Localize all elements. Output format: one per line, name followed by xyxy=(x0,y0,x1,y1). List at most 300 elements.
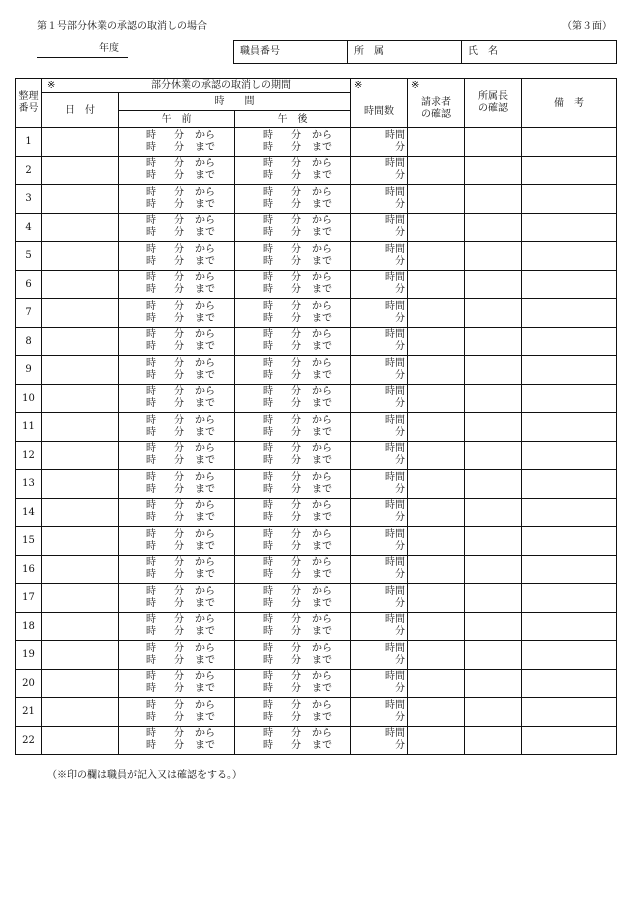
seq-number: 8 xyxy=(16,327,42,356)
affiliation-label: 所 属 xyxy=(354,46,384,57)
pm-time-from-hour: 時 xyxy=(263,414,273,426)
pm-time-from xyxy=(235,671,350,683)
requester-confirm-cell[interactable] xyxy=(408,356,465,385)
seq-number: 2 xyxy=(16,156,42,185)
pm-time-to-hour: 時 xyxy=(263,597,273,609)
requester-header xyxy=(408,79,465,128)
pm-time-from xyxy=(235,244,350,256)
date-cell[interactable] xyxy=(42,128,119,157)
pm-time-to-minute: 分 xyxy=(291,512,301,524)
hours-cell[interactable] xyxy=(351,185,408,214)
pm-header: 午 後 xyxy=(235,111,351,128)
pm-time-to-minute: 分 xyxy=(291,740,301,752)
pm-time-cell[interactable] xyxy=(235,413,351,442)
pm-time-cell[interactable] xyxy=(235,156,351,185)
am-time-to-minute: 分 xyxy=(174,255,184,267)
am-time-from-suffix: から xyxy=(195,728,215,740)
chief-confirm-cell[interactable] xyxy=(465,641,522,670)
remarks-cell[interactable] xyxy=(522,299,617,328)
remarks-cell[interactable] xyxy=(522,498,617,527)
date-cell[interactable] xyxy=(42,498,119,527)
pm-time-from-suffix: から xyxy=(312,243,332,255)
requester-confirm-cell[interactable] xyxy=(408,299,465,328)
am-time-from-hour: 時 xyxy=(146,272,156,284)
pm-time-cell[interactable] xyxy=(235,527,351,556)
pm-time-from-minute: 分 xyxy=(291,158,301,170)
date-cell[interactable] xyxy=(42,185,119,214)
chief-confirm-cell[interactable] xyxy=(465,299,522,328)
am-time-to xyxy=(119,284,234,296)
am-time-from-minute: 分 xyxy=(174,129,184,141)
chief-confirm-cell[interactable] xyxy=(465,698,522,727)
pm-time-to-suffix: まで xyxy=(312,569,332,581)
pm-time-to xyxy=(235,199,350,211)
requester-confirm-cell[interactable] xyxy=(408,470,465,499)
am-time-to-suffix: まで xyxy=(195,626,215,638)
pm-time-from-minute: 分 xyxy=(291,272,301,284)
am-time-from-suffix: から xyxy=(195,699,215,711)
fiscal-year-label: 年度 xyxy=(99,43,119,54)
requester-confirm-cell[interactable] xyxy=(408,441,465,470)
am-time-cell[interactable] xyxy=(119,669,235,698)
pm-time-from-hour: 時 xyxy=(263,585,273,597)
am-time-to-hour: 時 xyxy=(146,227,156,239)
hours-cell[interactable] xyxy=(351,213,408,242)
requester-confirm-cell[interactable] xyxy=(408,698,465,727)
am-time-cell[interactable] xyxy=(119,242,235,271)
pm-time-cell[interactable] xyxy=(235,441,351,470)
pm-time-to-suffix: まで xyxy=(312,483,332,495)
am-time-cell[interactable] xyxy=(119,555,235,584)
am-time-cell[interactable] xyxy=(119,128,235,157)
chief-confirm-cell[interactable] xyxy=(465,612,522,641)
requester-confirm-cell[interactable] xyxy=(408,413,465,442)
table-row xyxy=(16,698,617,727)
seq-header-line2: 番号 xyxy=(18,103,39,114)
seq-number: 4 xyxy=(16,213,42,242)
remarks-cell[interactable] xyxy=(522,669,617,698)
chief-confirm-cell[interactable] xyxy=(465,470,522,499)
am-time-cell[interactable] xyxy=(119,213,235,242)
hours-cell[interactable] xyxy=(351,726,408,755)
pm-time-from-minute: 分 xyxy=(291,243,301,255)
date-cell[interactable] xyxy=(42,669,119,698)
footnote: （※印の欄は職員が記入又は確認をする。） xyxy=(47,770,242,781)
chief-confirm-cell[interactable] xyxy=(465,669,522,698)
chief-confirm-cell[interactable] xyxy=(465,270,522,299)
remarks-cell[interactable] xyxy=(522,270,617,299)
hours-unit: 時間 xyxy=(385,471,406,483)
am-time-cell[interactable] xyxy=(119,527,235,556)
am-time-from-minute: 分 xyxy=(174,500,184,512)
am-time-cell[interactable] xyxy=(119,498,235,527)
date-cell[interactable] xyxy=(42,441,119,470)
am-time-from-suffix: から xyxy=(195,243,215,255)
seq-header xyxy=(16,79,42,128)
period-mark: ※ xyxy=(47,80,56,91)
pm-time-to xyxy=(235,740,350,752)
pm-time-to-hour: 時 xyxy=(263,198,273,210)
pm-time-from-minute: 分 xyxy=(291,471,301,483)
am-time-cell[interactable] xyxy=(119,698,235,727)
hours-cell[interactable] xyxy=(351,612,408,641)
pm-time-to xyxy=(235,655,350,667)
remarks-cell[interactable] xyxy=(522,356,617,385)
hours-unit: 時間 xyxy=(385,642,406,654)
pm-time-from-minute: 分 xyxy=(291,300,301,312)
am-time-cell[interactable] xyxy=(119,726,235,755)
remarks-cell[interactable] xyxy=(522,441,617,470)
pm-time-to-hour: 時 xyxy=(263,341,273,353)
date-cell[interactable] xyxy=(42,327,119,356)
requester-confirm-cell[interactable] xyxy=(408,327,465,356)
employee-name-field[interactable] xyxy=(462,41,617,64)
date-cell[interactable] xyxy=(42,527,119,556)
pm-time-from-minute: 分 xyxy=(291,728,301,740)
am-time-cell[interactable] xyxy=(119,413,235,442)
employee-info-table xyxy=(233,40,617,64)
requester-confirm-cell[interactable] xyxy=(408,242,465,271)
am-time-to-minute: 分 xyxy=(174,312,184,324)
am-time-from-minute: 分 xyxy=(174,699,184,711)
date-cell[interactable] xyxy=(42,413,119,442)
pm-time-cell[interactable] xyxy=(235,698,351,727)
pm-time-cell[interactable] xyxy=(235,327,351,356)
chief-confirm-cell[interactable] xyxy=(465,356,522,385)
remarks-cell[interactable] xyxy=(522,527,617,556)
hours-unit: 時間 xyxy=(385,129,406,141)
am-time-to xyxy=(119,427,234,439)
pm-time-cell[interactable] xyxy=(235,641,351,670)
remarks-cell[interactable] xyxy=(522,726,617,755)
chief-confirm-cell[interactable] xyxy=(465,213,522,242)
pm-time-from-hour: 時 xyxy=(263,158,273,170)
remarks-cell[interactable] xyxy=(522,584,617,613)
am-time-from-suffix: から xyxy=(195,414,215,426)
am-time-from-suffix: から xyxy=(195,528,215,540)
date-cell[interactable] xyxy=(42,384,119,413)
pm-time-cell[interactable] xyxy=(235,270,351,299)
remarks-cell[interactable] xyxy=(522,185,617,214)
pm-time-from-hour: 時 xyxy=(263,300,273,312)
hours-unit: 時間 xyxy=(385,614,406,626)
am-time-cell[interactable] xyxy=(119,584,235,613)
am-time-from xyxy=(119,529,234,541)
pm-time-from-hour: 時 xyxy=(263,386,273,398)
table-row xyxy=(16,669,617,698)
pm-time-to-hour: 時 xyxy=(263,683,273,695)
minutes-unit: 分 xyxy=(395,255,406,267)
requester-confirm-cell[interactable] xyxy=(408,669,465,698)
hours-cell[interactable] xyxy=(351,128,408,157)
pm-time-to-suffix: まで xyxy=(312,398,332,410)
pm-time-from-suffix: から xyxy=(312,300,332,312)
pm-time-from-suffix: から xyxy=(312,129,332,141)
remarks-cell[interactable] xyxy=(522,128,617,157)
pm-time-cell[interactable] xyxy=(235,584,351,613)
pm-time-cell[interactable] xyxy=(235,384,351,413)
requester-confirm-cell[interactable] xyxy=(408,498,465,527)
remarks-cell[interactable] xyxy=(522,612,617,641)
remarks-cell[interactable] xyxy=(522,213,617,242)
pm-time-cell[interactable] xyxy=(235,128,351,157)
date-cell[interactable] xyxy=(42,213,119,242)
am-time-cell[interactable] xyxy=(119,185,235,214)
hours-cell[interactable] xyxy=(351,299,408,328)
date-cell[interactable] xyxy=(42,612,119,641)
pm-time-cell[interactable] xyxy=(235,242,351,271)
hours-cell[interactable] xyxy=(351,470,408,499)
pm-time-to-minute: 分 xyxy=(291,540,301,552)
remarks-cell[interactable] xyxy=(522,413,617,442)
pm-time-cell[interactable] xyxy=(235,213,351,242)
am-time-to-suffix: まで xyxy=(195,170,215,182)
am-time-from xyxy=(119,301,234,313)
pm-time-from-hour: 時 xyxy=(263,500,273,512)
pm-time-cell[interactable] xyxy=(235,555,351,584)
chief-confirm-cell[interactable] xyxy=(465,128,522,157)
am-time-to xyxy=(119,170,234,182)
am-time-to-minute: 分 xyxy=(174,540,184,552)
pm-time-to xyxy=(235,313,350,325)
am-time-from-hour: 時 xyxy=(146,357,156,369)
pm-time-to-suffix: まで xyxy=(312,369,332,381)
seq-number: 14 xyxy=(16,498,42,527)
am-time-cell[interactable] xyxy=(119,156,235,185)
pm-time-cell[interactable] xyxy=(235,669,351,698)
hours-cell[interactable] xyxy=(351,584,408,613)
pm-time-from xyxy=(235,472,350,484)
am-time-cell[interactable] xyxy=(119,612,235,641)
am-time-cell[interactable] xyxy=(119,270,235,299)
remarks-cell[interactable] xyxy=(522,698,617,727)
am-time-from xyxy=(119,671,234,683)
pm-time-to-hour: 時 xyxy=(263,369,273,381)
staff-number-field[interactable] xyxy=(234,41,348,64)
pm-time-from-minute: 分 xyxy=(291,671,301,683)
am-time-cell[interactable] xyxy=(119,384,235,413)
chief-confirm-cell[interactable] xyxy=(465,242,522,271)
pm-time-to-minute: 分 xyxy=(291,426,301,438)
fiscal-year-field[interactable] xyxy=(37,41,128,58)
requester-confirm-cell[interactable] xyxy=(408,185,465,214)
chief-confirm-cell[interactable] xyxy=(465,726,522,755)
hours-unit: 時間 xyxy=(385,215,406,227)
pm-time-cell[interactable] xyxy=(235,299,351,328)
requester-confirm-cell[interactable] xyxy=(408,213,465,242)
affiliation-field[interactable] xyxy=(348,41,462,64)
pm-time-from-hour: 時 xyxy=(263,557,273,569)
date-cell[interactable] xyxy=(42,156,119,185)
pm-time-from xyxy=(235,614,350,626)
remarks-cell[interactable] xyxy=(522,242,617,271)
pm-time-cell[interactable] xyxy=(235,470,351,499)
pm-time-from-suffix: から xyxy=(312,671,332,683)
pm-time-from xyxy=(235,215,350,227)
hours-cell[interactable] xyxy=(351,327,408,356)
requester-confirm-cell[interactable] xyxy=(408,726,465,755)
pm-time-cell[interactable] xyxy=(235,356,351,385)
remarks-cell[interactable] xyxy=(522,555,617,584)
date-cell[interactable] xyxy=(42,242,119,271)
hours-cell[interactable] xyxy=(351,641,408,670)
am-time-from-minute: 分 xyxy=(174,614,184,626)
am-time-to-minute: 分 xyxy=(174,227,184,239)
hours-unit: 時間 xyxy=(385,699,406,711)
chief-confirm-cell[interactable] xyxy=(465,584,522,613)
pm-time-from-hour: 時 xyxy=(263,614,273,626)
am-time-to-hour: 時 xyxy=(146,683,156,695)
am-time-to-minute: 分 xyxy=(174,626,184,638)
am-time-to-minute: 分 xyxy=(174,341,184,353)
hours-cell[interactable] xyxy=(351,441,408,470)
date-cell[interactable] xyxy=(42,299,119,328)
hours-cell[interactable] xyxy=(351,413,408,442)
am-time-from-minute: 分 xyxy=(174,158,184,170)
chief-confirm-cell[interactable] xyxy=(465,156,522,185)
chief-confirm-cell[interactable] xyxy=(465,384,522,413)
hours-cell[interactable] xyxy=(351,527,408,556)
pm-time-cell[interactable] xyxy=(235,185,351,214)
am-time-cell[interactable] xyxy=(119,641,235,670)
hours-cell[interactable] xyxy=(351,156,408,185)
am-time-to-hour: 時 xyxy=(146,455,156,467)
am-time-cell[interactable] xyxy=(119,470,235,499)
requester-confirm-cell[interactable] xyxy=(408,584,465,613)
pm-time-from-minute: 分 xyxy=(291,186,301,198)
chief-confirm-cell[interactable] xyxy=(465,441,522,470)
am-time-cell[interactable] xyxy=(119,299,235,328)
hours-cell[interactable] xyxy=(351,669,408,698)
am-time-cell[interactable] xyxy=(119,441,235,470)
pm-time-cell[interactable] xyxy=(235,726,351,755)
pm-time-from-minute: 分 xyxy=(291,357,301,369)
date-cell[interactable] xyxy=(42,584,119,613)
am-time-cell[interactable] xyxy=(119,356,235,385)
pm-time-to xyxy=(235,683,350,695)
am-time-to-hour: 時 xyxy=(146,711,156,723)
requester-confirm-cell[interactable] xyxy=(408,527,465,556)
minutes-unit: 分 xyxy=(395,626,406,638)
date-cell[interactable] xyxy=(42,270,119,299)
am-time-from-hour: 時 xyxy=(146,471,156,483)
requester-confirm-cell[interactable] xyxy=(408,270,465,299)
pm-time-from xyxy=(235,301,350,313)
chief-confirm-cell[interactable] xyxy=(465,327,522,356)
hours-unit: 時間 xyxy=(385,443,406,455)
pm-time-cell[interactable] xyxy=(235,612,351,641)
pm-time-from-suffix: から xyxy=(312,158,332,170)
table-row xyxy=(16,470,617,499)
pm-time-to-minute: 分 xyxy=(291,284,301,296)
pm-time-to-minute: 分 xyxy=(291,483,301,495)
am-time-from-minute: 分 xyxy=(174,272,184,284)
requester-confirm-cell[interactable] xyxy=(408,156,465,185)
am-time-to xyxy=(119,541,234,553)
seq-number: 3 xyxy=(16,185,42,214)
chief-confirm-cell[interactable] xyxy=(465,498,522,527)
pm-time-to xyxy=(235,370,350,382)
am-time-to-suffix: まで xyxy=(195,369,215,381)
date-cell[interactable] xyxy=(42,555,119,584)
am-time-to-hour: 時 xyxy=(146,626,156,638)
requester-mark: ※ xyxy=(411,80,420,91)
remarks-cell[interactable] xyxy=(522,384,617,413)
remarks-header: 備 考 xyxy=(522,79,617,128)
pm-time-cell[interactable] xyxy=(235,498,351,527)
am-time-from xyxy=(119,215,234,227)
date-cell[interactable] xyxy=(42,470,119,499)
hours-cell[interactable] xyxy=(351,356,408,385)
remarks-cell[interactable] xyxy=(522,641,617,670)
pm-time-to xyxy=(235,398,350,410)
am-time-from-hour: 時 xyxy=(146,500,156,512)
requester-confirm-cell[interactable] xyxy=(408,555,465,584)
pm-time-to-suffix: まで xyxy=(312,426,332,438)
pm-time-to-minute: 分 xyxy=(291,255,301,267)
date-cell[interactable] xyxy=(42,356,119,385)
am-time-from-suffix: から xyxy=(195,215,215,227)
remarks-cell[interactable] xyxy=(522,470,617,499)
am-time-to xyxy=(119,569,234,581)
am-time-to-suffix: まで xyxy=(195,341,215,353)
am-time-from-suffix: から xyxy=(195,186,215,198)
pm-time-from-suffix: から xyxy=(312,585,332,597)
date-cell[interactable] xyxy=(42,698,119,727)
am-time-to-suffix: まで xyxy=(195,569,215,581)
chief-confirm-cell[interactable] xyxy=(465,555,522,584)
pm-time-from-minute: 分 xyxy=(291,443,301,455)
date-cell[interactable] xyxy=(42,641,119,670)
chief-confirm-cell[interactable] xyxy=(465,527,522,556)
hours-cell[interactable] xyxy=(351,384,408,413)
hours-unit: 時間 xyxy=(385,386,406,398)
requester-confirm-cell[interactable] xyxy=(408,128,465,157)
am-time-from-hour: 時 xyxy=(146,215,156,227)
am-time-from xyxy=(119,728,234,740)
date-cell[interactable] xyxy=(42,726,119,755)
hours-cell[interactable] xyxy=(351,555,408,584)
chief-confirm-cell[interactable] xyxy=(465,185,522,214)
am-time-from-suffix: から xyxy=(195,443,215,455)
am-time-to-hour: 時 xyxy=(146,597,156,609)
requester-confirm-cell[interactable] xyxy=(408,384,465,413)
remarks-cell[interactable] xyxy=(522,327,617,356)
chief-confirm-cell[interactable] xyxy=(465,413,522,442)
requester-confirm-cell[interactable] xyxy=(408,612,465,641)
minutes-unit: 分 xyxy=(395,740,406,752)
hours-cell[interactable] xyxy=(351,498,408,527)
am-time-to-hour: 時 xyxy=(146,540,156,552)
hours-unit: 時間 xyxy=(385,528,406,540)
seq-number: 9 xyxy=(16,356,42,385)
remarks-cell[interactable] xyxy=(522,156,617,185)
hours-cell[interactable] xyxy=(351,698,408,727)
minutes-unit: 分 xyxy=(395,540,406,552)
am-time-to-suffix: まで xyxy=(195,711,215,723)
pm-time-to-suffix: まで xyxy=(312,312,332,324)
pm-time-to xyxy=(235,598,350,610)
requester-confirm-cell[interactable] xyxy=(408,641,465,670)
am-time-cell[interactable] xyxy=(119,327,235,356)
hours-cell[interactable] xyxy=(351,242,408,271)
pm-time-from-minute: 分 xyxy=(291,557,301,569)
pm-time-to-minute: 分 xyxy=(291,198,301,210)
pm-time-from xyxy=(235,529,350,541)
hours-cell[interactable] xyxy=(351,270,408,299)
table-row xyxy=(16,299,617,328)
am-time-to xyxy=(119,512,234,524)
